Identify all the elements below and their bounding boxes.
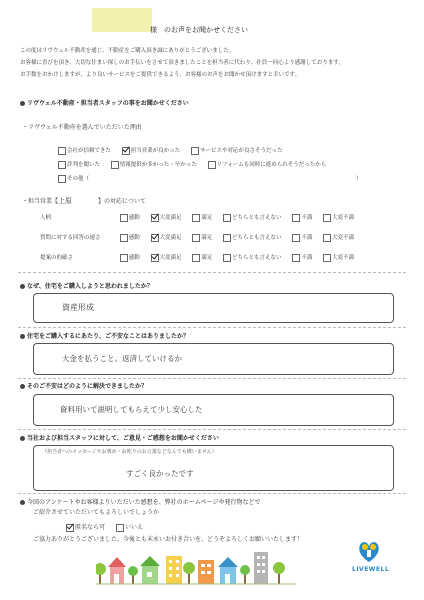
house-icon	[108, 557, 126, 584]
divider	[18, 272, 406, 273]
reason-other[interactable]: その他（	[58, 174, 89, 183]
bullet-icon	[20, 500, 25, 505]
checkbox-icon[interactable]	[192, 234, 200, 242]
question-heading: なぜ、住宅をご購入しようと思われましたか？	[20, 281, 153, 290]
answer-note: （担当者へのメッセージやお褒め・お叱りのお言葉などなんでも構いません）	[42, 449, 217, 455]
rating-option[interactable]: 満足	[192, 253, 212, 262]
checkbox-icon[interactable]	[116, 524, 124, 532]
reasons-row-1	[58, 146, 292, 155]
checkbox-icon[interactable]	[323, 254, 331, 262]
checkbox-checked-icon[interactable]	[122, 147, 130, 155]
checkbox-icon[interactable]	[120, 254, 128, 262]
answer-handwriting: 資料用いて説明してもらえて少し安心した	[60, 405, 203, 414]
checkbox-icon[interactable]	[120, 214, 128, 222]
checkbox-icon[interactable]	[223, 254, 231, 262]
bullet-icon	[20, 334, 25, 339]
checkbox-icon[interactable]	[292, 214, 300, 222]
checkbox-icon[interactable]	[192, 254, 200, 262]
checkbox-icon[interactable]	[223, 234, 231, 242]
rating-row	[40, 213, 363, 222]
checkbox-icon[interactable]	[58, 147, 66, 155]
tree-icon	[96, 563, 106, 584]
tree-icon	[240, 565, 250, 584]
rating-option[interactable]: どちらとも言えない	[223, 233, 282, 242]
checkbox-icon[interactable]	[192, 214, 200, 222]
reason-option[interactable]: 評判を聞いた	[58, 160, 100, 169]
consent-option-yes[interactable]: 匿名なら可	[66, 522, 105, 532]
consent-question-2: ご紹介させていただいてもよろしいでしょうか	[33, 509, 160, 516]
checkbox-checked-icon[interactable]	[151, 254, 159, 262]
checkbox-icon[interactable]	[58, 175, 66, 183]
name-highlight	[92, 8, 152, 32]
building-icon	[254, 552, 268, 584]
intro-line-1: この度はリヴウェル不動産を通じ、不動産をご購入頂き誠にありがとうございました。	[20, 48, 235, 54]
checkbox-icon[interactable]	[323, 214, 331, 222]
rating-option[interactable]: どちらとも言えない	[223, 253, 282, 262]
reason-option[interactable]: 担当営業が良かった	[122, 146, 181, 155]
reason-option[interactable]: サービスや対応が良さそうだった	[191, 146, 283, 155]
answer-box[interactable]	[33, 343, 394, 375]
page-title: 様 のお声をお聞かせください	[150, 26, 248, 34]
rating-row-label: 質問に対する回答の速さ	[40, 235, 101, 241]
rating-row	[40, 253, 363, 262]
question-heading: 住宅をご購入するにあたり、ご不安なことはありましたか？	[20, 331, 189, 340]
checkbox-checked-icon[interactable]	[66, 524, 74, 532]
divider	[18, 327, 406, 328]
answer-handwriting: 資産形成	[62, 303, 94, 312]
rating-row	[40, 233, 363, 242]
rating-option[interactable]: 大変不満	[323, 213, 354, 222]
checkbox-icon[interactable]	[292, 234, 300, 242]
house-icon	[140, 556, 160, 584]
section-heading: リヴウェル不動産・担当者スタッフの事をお聞かせください	[20, 98, 189, 107]
rating-option[interactable]: 感動	[120, 253, 140, 262]
divider	[18, 493, 406, 494]
intro-line-3: お手数をおかけしますが、より良いサービスをご提供できるよう、お客様のお声をお聞かせ頂けますと幸いです。	[20, 72, 301, 78]
checkbox-icon[interactable]	[58, 161, 66, 169]
consent-question-1: 今回のアンケートやお客様よりいただいた感想を、弊社のホームページや発行物などで	[20, 497, 261, 506]
bullet-icon	[20, 284, 25, 289]
livewell-logo-icon	[356, 538, 382, 564]
answer-handwriting: 大金を払うこと。返済していけるか	[62, 354, 182, 363]
house-icon	[218, 557, 238, 584]
houses-illustration	[96, 548, 296, 586]
divider	[18, 429, 406, 430]
reason-option[interactable]: 情報提供が多かった・早かった	[111, 160, 197, 169]
answer-box[interactable]	[33, 293, 394, 323]
thanks-text: ご協力ありがとうございました。今後とも末永いお付き合いを、どうぞよろしくお願いいたします！	[33, 536, 304, 543]
tree-icon	[183, 562, 195, 584]
tree-icon	[273, 562, 285, 584]
rating-row-label: 提案の的確さ	[40, 255, 74, 261]
rating-option[interactable]: 不満	[292, 213, 312, 222]
reason-question: ・リヴウェル不動産を選んでいただいた理由	[22, 124, 142, 131]
reasons-row-2	[58, 160, 335, 169]
answer-handwriting: すごく良かったです	[126, 469, 194, 478]
consent-options	[66, 522, 152, 532]
rating-option[interactable]: 大変不満	[323, 233, 354, 242]
checkbox-icon[interactable]	[292, 254, 300, 262]
logo-text: LIVEWELL	[352, 566, 390, 573]
rating-option[interactable]: 満足	[192, 233, 212, 242]
checkbox-icon[interactable]	[208, 161, 216, 169]
divider	[18, 378, 406, 379]
reason-option[interactable]: 会社が信頼できた	[58, 146, 111, 155]
rating-option[interactable]: 大変満足	[151, 213, 182, 222]
bullet-icon	[20, 101, 25, 106]
checkbox-icon[interactable]	[111, 161, 119, 169]
staff-label: ・担当営業【上原 】の対応について	[22, 197, 146, 205]
question-heading: 当社および担当スタッフに対して、ご意見・ご感想をお聞かせください	[20, 433, 219, 442]
checkbox-checked-icon[interactable]	[151, 214, 159, 222]
answer-box[interactable]	[33, 445, 394, 491]
question-heading: そのご不安はどのように解決できましたか？	[20, 381, 147, 390]
reason-other-close: ）	[356, 176, 362, 182]
rating-option[interactable]: 感動	[120, 213, 140, 222]
rating-option[interactable]: 大変満足	[151, 233, 182, 242]
rating-row-label: 人柄	[40, 215, 52, 221]
rating-option[interactable]: 不満	[292, 253, 312, 262]
checkbox-checked-icon[interactable]	[151, 234, 159, 242]
rating-option[interactable]: 大変不満	[323, 253, 354, 262]
building-icon	[198, 560, 214, 584]
consent-option-no[interactable]: いいえ	[116, 522, 143, 532]
rating-option[interactable]: 不満	[292, 233, 312, 242]
bullet-icon	[20, 384, 25, 389]
reason-option[interactable]: リフォームも同時に進められそうだったから	[208, 160, 327, 169]
rating-option[interactable]: 感動	[120, 233, 140, 242]
building-icon	[166, 556, 182, 584]
tree-icon	[128, 566, 138, 584]
answer-box[interactable]	[33, 394, 394, 426]
rating-option[interactable]: どちらとも言えない	[223, 213, 282, 222]
intro-line-2: お客様に喜びを頂き、大切な住まい探しのお手伝いをさせて頂きましたことを担当者に代わり、社員一同心より感謝しております。	[20, 60, 344, 66]
checkbox-icon[interactable]	[191, 147, 199, 155]
rating-option[interactable]: 大変満足	[151, 253, 182, 262]
rating-option[interactable]: 満足	[192, 213, 212, 222]
staff-name-handwriting: 上原	[58, 197, 73, 205]
checkbox-icon[interactable]	[323, 234, 331, 242]
bullet-icon	[20, 436, 25, 441]
checkbox-icon[interactable]	[223, 214, 231, 222]
checkbox-icon[interactable]	[120, 234, 128, 242]
